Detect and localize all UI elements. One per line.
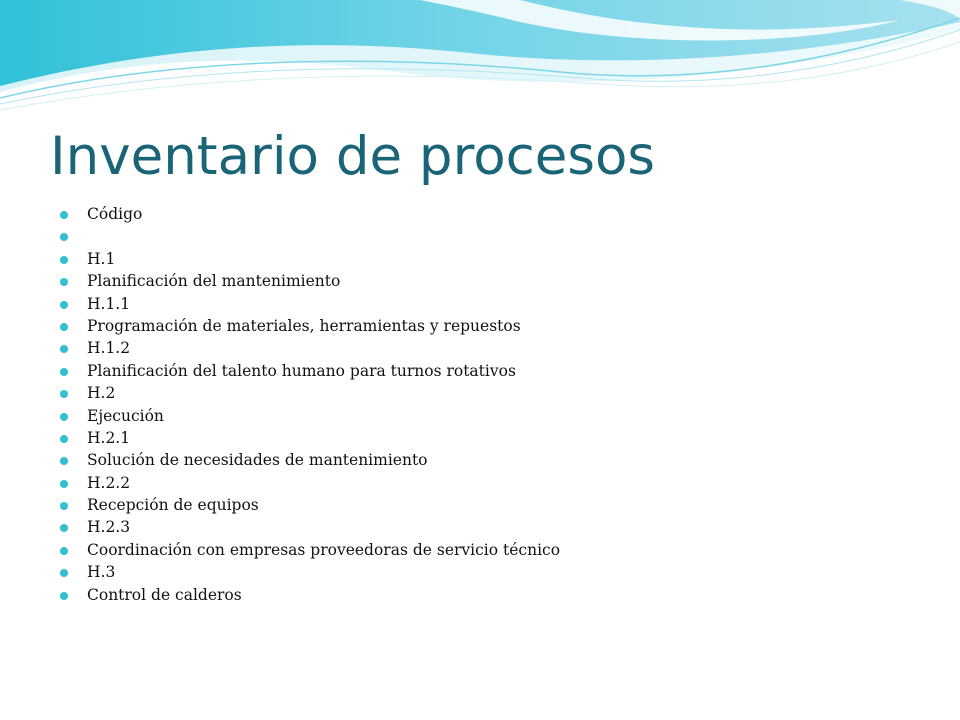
bullet-text: Recepción de equipos xyxy=(87,496,259,515)
bullet-item xyxy=(60,225,560,247)
bullet-dot-icon xyxy=(60,323,68,331)
bullet-dot-icon xyxy=(60,457,68,465)
bullet-text: Programación de materiales, herramientas y repuestos xyxy=(87,316,521,335)
bullet-item xyxy=(60,315,560,337)
bullet-text: H.3 xyxy=(87,563,116,582)
bullet-item xyxy=(60,584,560,606)
bullet-text: Control de calderos xyxy=(87,585,242,604)
bullet-item xyxy=(60,337,560,359)
bullet-item xyxy=(60,405,560,427)
bullet-item xyxy=(60,270,560,292)
bullet-item xyxy=(60,494,560,516)
bullet-dot-icon xyxy=(60,301,68,309)
bullet-dot-icon xyxy=(60,524,68,532)
bullet-dot-icon xyxy=(60,211,68,219)
bullet-dot-icon xyxy=(60,592,68,600)
bullet-item xyxy=(60,382,560,404)
bullet-text: H.2.2 xyxy=(87,473,131,492)
bullet-dot-icon xyxy=(60,390,68,398)
bullet-item xyxy=(60,449,560,471)
bullet-item xyxy=(60,516,560,538)
bullet-text: Coordinación con empresas proveedoras de servicio técnico xyxy=(87,540,561,559)
bullet-dot-icon xyxy=(60,233,68,241)
header-wave-decoration xyxy=(0,0,960,120)
bullet-text: Ejecución xyxy=(87,406,164,425)
bullet-text: H.2.1 xyxy=(87,428,131,447)
bullet-item xyxy=(60,472,560,494)
bullet-dot-icon xyxy=(60,278,68,286)
bullet-item xyxy=(60,561,560,583)
bullet-dot-icon xyxy=(60,413,68,421)
bullet-dot-icon xyxy=(60,368,68,376)
bullet-item xyxy=(60,427,560,449)
bullet-dot-icon xyxy=(60,345,68,353)
bullet-dot-icon xyxy=(60,256,68,264)
bullet-dot-icon xyxy=(60,569,68,577)
bullet-text: Planificación del mantenimiento xyxy=(87,272,341,291)
bullet-dot-icon xyxy=(60,547,68,555)
bullet-dot-icon xyxy=(60,480,68,488)
bullet-text: Código xyxy=(87,205,143,223)
bullet-dot-icon xyxy=(60,502,68,510)
slide-title: Inventario de procesos xyxy=(50,126,656,187)
bullet-item xyxy=(60,203,560,225)
bullet-dot-icon xyxy=(60,435,68,443)
bullet-text: H.2.3 xyxy=(87,518,131,537)
bullet-item xyxy=(60,248,560,270)
bullet-list xyxy=(60,203,560,606)
bullet-text: H.1.1 xyxy=(87,294,131,313)
bullet-item xyxy=(60,360,560,382)
bullet-text: H.1 xyxy=(87,249,116,268)
bullet-text: Planificación del talento humano para turnos rotativos xyxy=(87,361,516,380)
bullet-text: H.2 xyxy=(87,384,116,403)
bullet-text: Solución de necesidades de mantenimiento xyxy=(87,451,428,470)
bullet-item xyxy=(60,293,560,315)
bullet-text: H.1.2 xyxy=(87,339,131,358)
bullet-item xyxy=(60,539,560,561)
